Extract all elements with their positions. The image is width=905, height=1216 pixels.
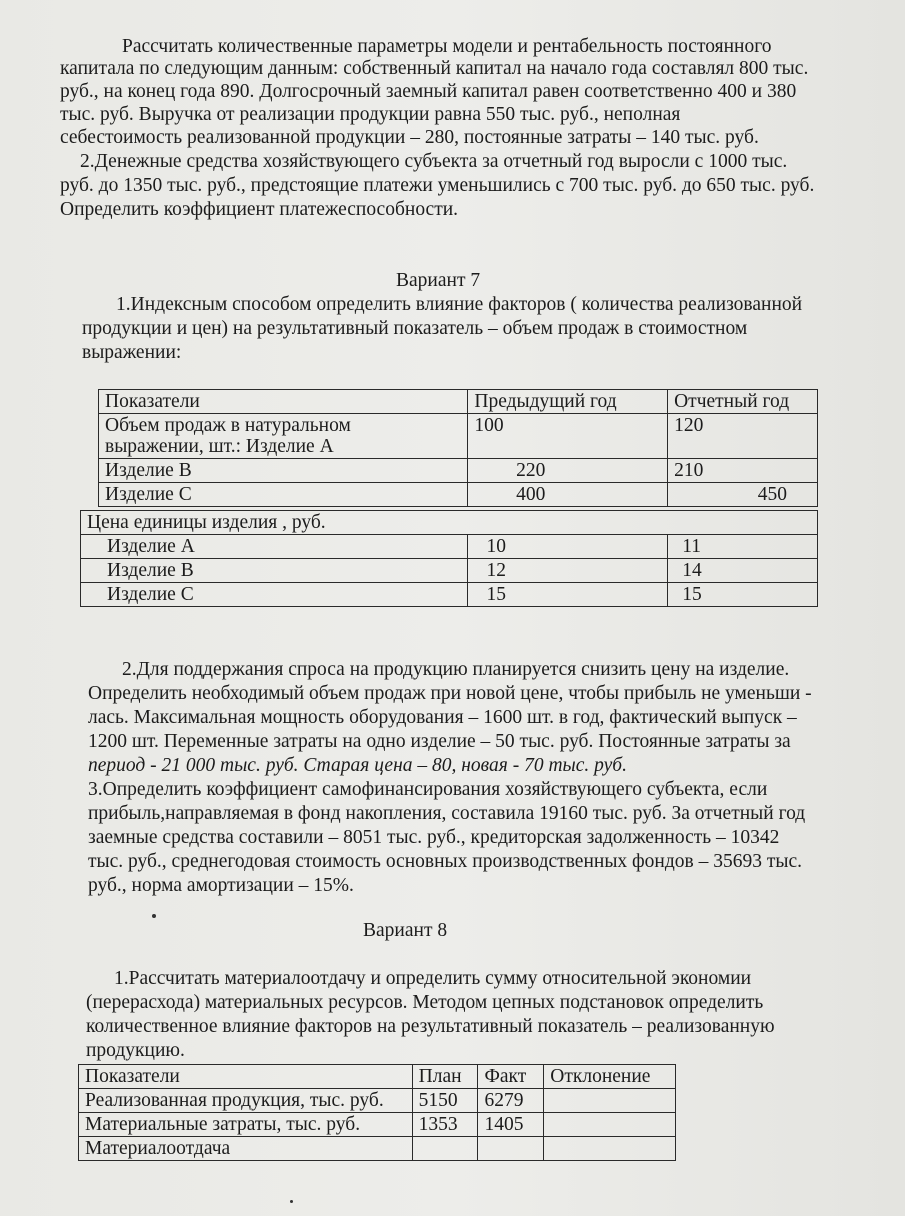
table-cell: Материалоотдача bbox=[79, 1137, 413, 1161]
table-cell: 210 bbox=[668, 459, 818, 483]
variant-7-heading: Вариант 7 bbox=[396, 270, 481, 291]
table-row bbox=[81, 511, 818, 535]
table-cell: Изделие В bbox=[81, 559, 468, 583]
table-cell: 220 bbox=[468, 459, 668, 483]
table-cell: 400 bbox=[468, 483, 668, 507]
table-row bbox=[81, 583, 818, 607]
table-cell: 1353 bbox=[412, 1113, 478, 1137]
stray-dot bbox=[290, 1200, 293, 1203]
text-line: руб., норма амортизации – 15%. bbox=[88, 875, 354, 896]
table-cell: Материальные затраты, тыс. руб. bbox=[79, 1113, 413, 1137]
table-row bbox=[79, 1089, 676, 1113]
table-row bbox=[99, 483, 818, 507]
table-cell: 15 bbox=[468, 583, 668, 607]
cell-line: выражении, шт.: Изделие А bbox=[105, 436, 334, 457]
text-line: продукции и цен) на результативный показатель – объем продаж в стоимостном bbox=[82, 318, 748, 339]
table-cell: Изделие В bbox=[99, 459, 468, 483]
table-row bbox=[81, 535, 818, 559]
table-cell bbox=[544, 1089, 676, 1113]
header-cell: Показатели bbox=[99, 390, 468, 414]
table-cell bbox=[544, 1137, 676, 1161]
variant-7-table-price bbox=[80, 510, 818, 607]
table-row bbox=[81, 559, 818, 583]
table-cell bbox=[99, 414, 468, 459]
variant-8-heading: Вариант 8 bbox=[363, 920, 448, 941]
text-line: тыс. руб. Выручка от реализации продукции равна 550 тыс. руб., неполная bbox=[60, 104, 681, 125]
table-cell: 10 bbox=[468, 535, 668, 559]
table-cell: 15 bbox=[668, 583, 818, 607]
text-line: тыс. руб., среднегодовая стоимость основных производственных фондов – 35693 тыс. bbox=[88, 851, 803, 872]
text-line: 3.Определить коэффициент самофинансирования хозяйствующего субъекта, если bbox=[88, 779, 768, 800]
table-cell bbox=[544, 1113, 676, 1137]
text-line: себестоимость реализованной продукции – 280, постоянные затраты – 140 тыс. руб. bbox=[60, 127, 759, 148]
text-line: период - 21 000 тыс. руб. Старая цена – 80, новая - 70 тыс. руб. bbox=[88, 755, 627, 776]
table-header-row bbox=[99, 390, 818, 414]
cell-line: Объем продаж в натуральном bbox=[105, 415, 351, 436]
table-cell: 450 bbox=[668, 483, 818, 507]
table-cell: 120 bbox=[668, 414, 818, 459]
table-cell: 14 bbox=[668, 559, 818, 583]
variant-7-table-volume bbox=[98, 389, 818, 507]
header-cell: Отклонение bbox=[544, 1065, 676, 1089]
text-line: 2.Денежные средства хозяйствующего субъекта за отчетный год выросли с 1000 тыс. bbox=[80, 151, 788, 172]
header-cell: Предыдущий год bbox=[468, 390, 668, 414]
header-cell: Показатели bbox=[79, 1065, 413, 1089]
text-line: количественное влияние факторов на результативный показатель – реализованную bbox=[86, 1016, 775, 1037]
header-cell: План bbox=[412, 1065, 478, 1089]
table-cell: 11 bbox=[668, 535, 818, 559]
text-line: руб., на конец года 890. Долгосрочный заемный капитал равен соответственно 400 и 380 bbox=[60, 81, 797, 102]
text-line: Определить коэффициент платежеспособности. bbox=[60, 199, 459, 220]
text-line: 2.Для поддержания спроса на продукцию планируется снизить цену на изделие. bbox=[122, 659, 790, 680]
table-cell: 6279 bbox=[478, 1089, 544, 1113]
text-line: продукцию. bbox=[86, 1040, 185, 1061]
text-line: выражении: bbox=[82, 342, 182, 363]
table-cell: Цена единицы изделия , руб. bbox=[81, 511, 818, 535]
table-row bbox=[99, 459, 818, 483]
table-cell: Реализованная продукция, тыс. руб. bbox=[79, 1089, 413, 1113]
text-line: заемные средства составили – 8051 тыс. руб., кредиторская задолженность – 10342 bbox=[88, 827, 780, 848]
text-line: капитала по следующим данным: собственный капитал на начало года составлял 800 тыс. bbox=[60, 58, 809, 79]
variant-8-table bbox=[78, 1064, 676, 1161]
table-row bbox=[79, 1113, 676, 1137]
text-line: 1200 шт. Переменные затраты на одно изделие – 50 тыс. руб. Постоянные затраты за bbox=[88, 731, 791, 752]
table-cell: 12 bbox=[468, 559, 668, 583]
table-header-row bbox=[79, 1065, 676, 1089]
text-line: Рассчитать количественные параметры модели и рентабельность постоянного bbox=[122, 36, 772, 57]
stray-dot bbox=[152, 914, 156, 918]
table-cell: 5150 bbox=[412, 1089, 478, 1113]
text-line: Определить необходимый объем продаж при новой цене, чтобы прибыль не уменьши - bbox=[88, 683, 812, 704]
text-line: прибыль,направляемая в фонд накопления, составила 19160 тыс. руб. За отчетный год bbox=[88, 803, 806, 824]
table-cell: 1405 bbox=[478, 1113, 544, 1137]
table-cell bbox=[478, 1137, 544, 1161]
table-cell: Изделие С bbox=[81, 583, 468, 607]
table-cell bbox=[412, 1137, 478, 1161]
table-cell: 100 bbox=[468, 414, 668, 459]
text-line: 1.Индексным способом определить влияние факторов ( количества реализованной bbox=[116, 294, 803, 315]
table-row bbox=[99, 414, 818, 459]
text-line: 1.Рассчитать материалоотдачу и определить сумму относительной экономии bbox=[114, 968, 752, 989]
table-cell: Изделие А bbox=[81, 535, 468, 559]
text-line: лась. Максимальная мощность оборудования – 1600 шт. в год, фактический выпуск – bbox=[88, 707, 797, 728]
text-line: (перерасхода) материальных ресурсов. Методом цепных подстановок определить bbox=[86, 992, 764, 1013]
header-cell: Отчетный год bbox=[668, 390, 818, 414]
text-line: руб. до 1350 тыс. руб., предстоящие платежи уменьшились с 700 тыс. руб. до 650 тыс. руб. bbox=[60, 175, 815, 196]
table-cell: Изделие С bbox=[99, 483, 468, 507]
header-cell: Факт bbox=[478, 1065, 544, 1089]
table-row bbox=[79, 1137, 676, 1161]
